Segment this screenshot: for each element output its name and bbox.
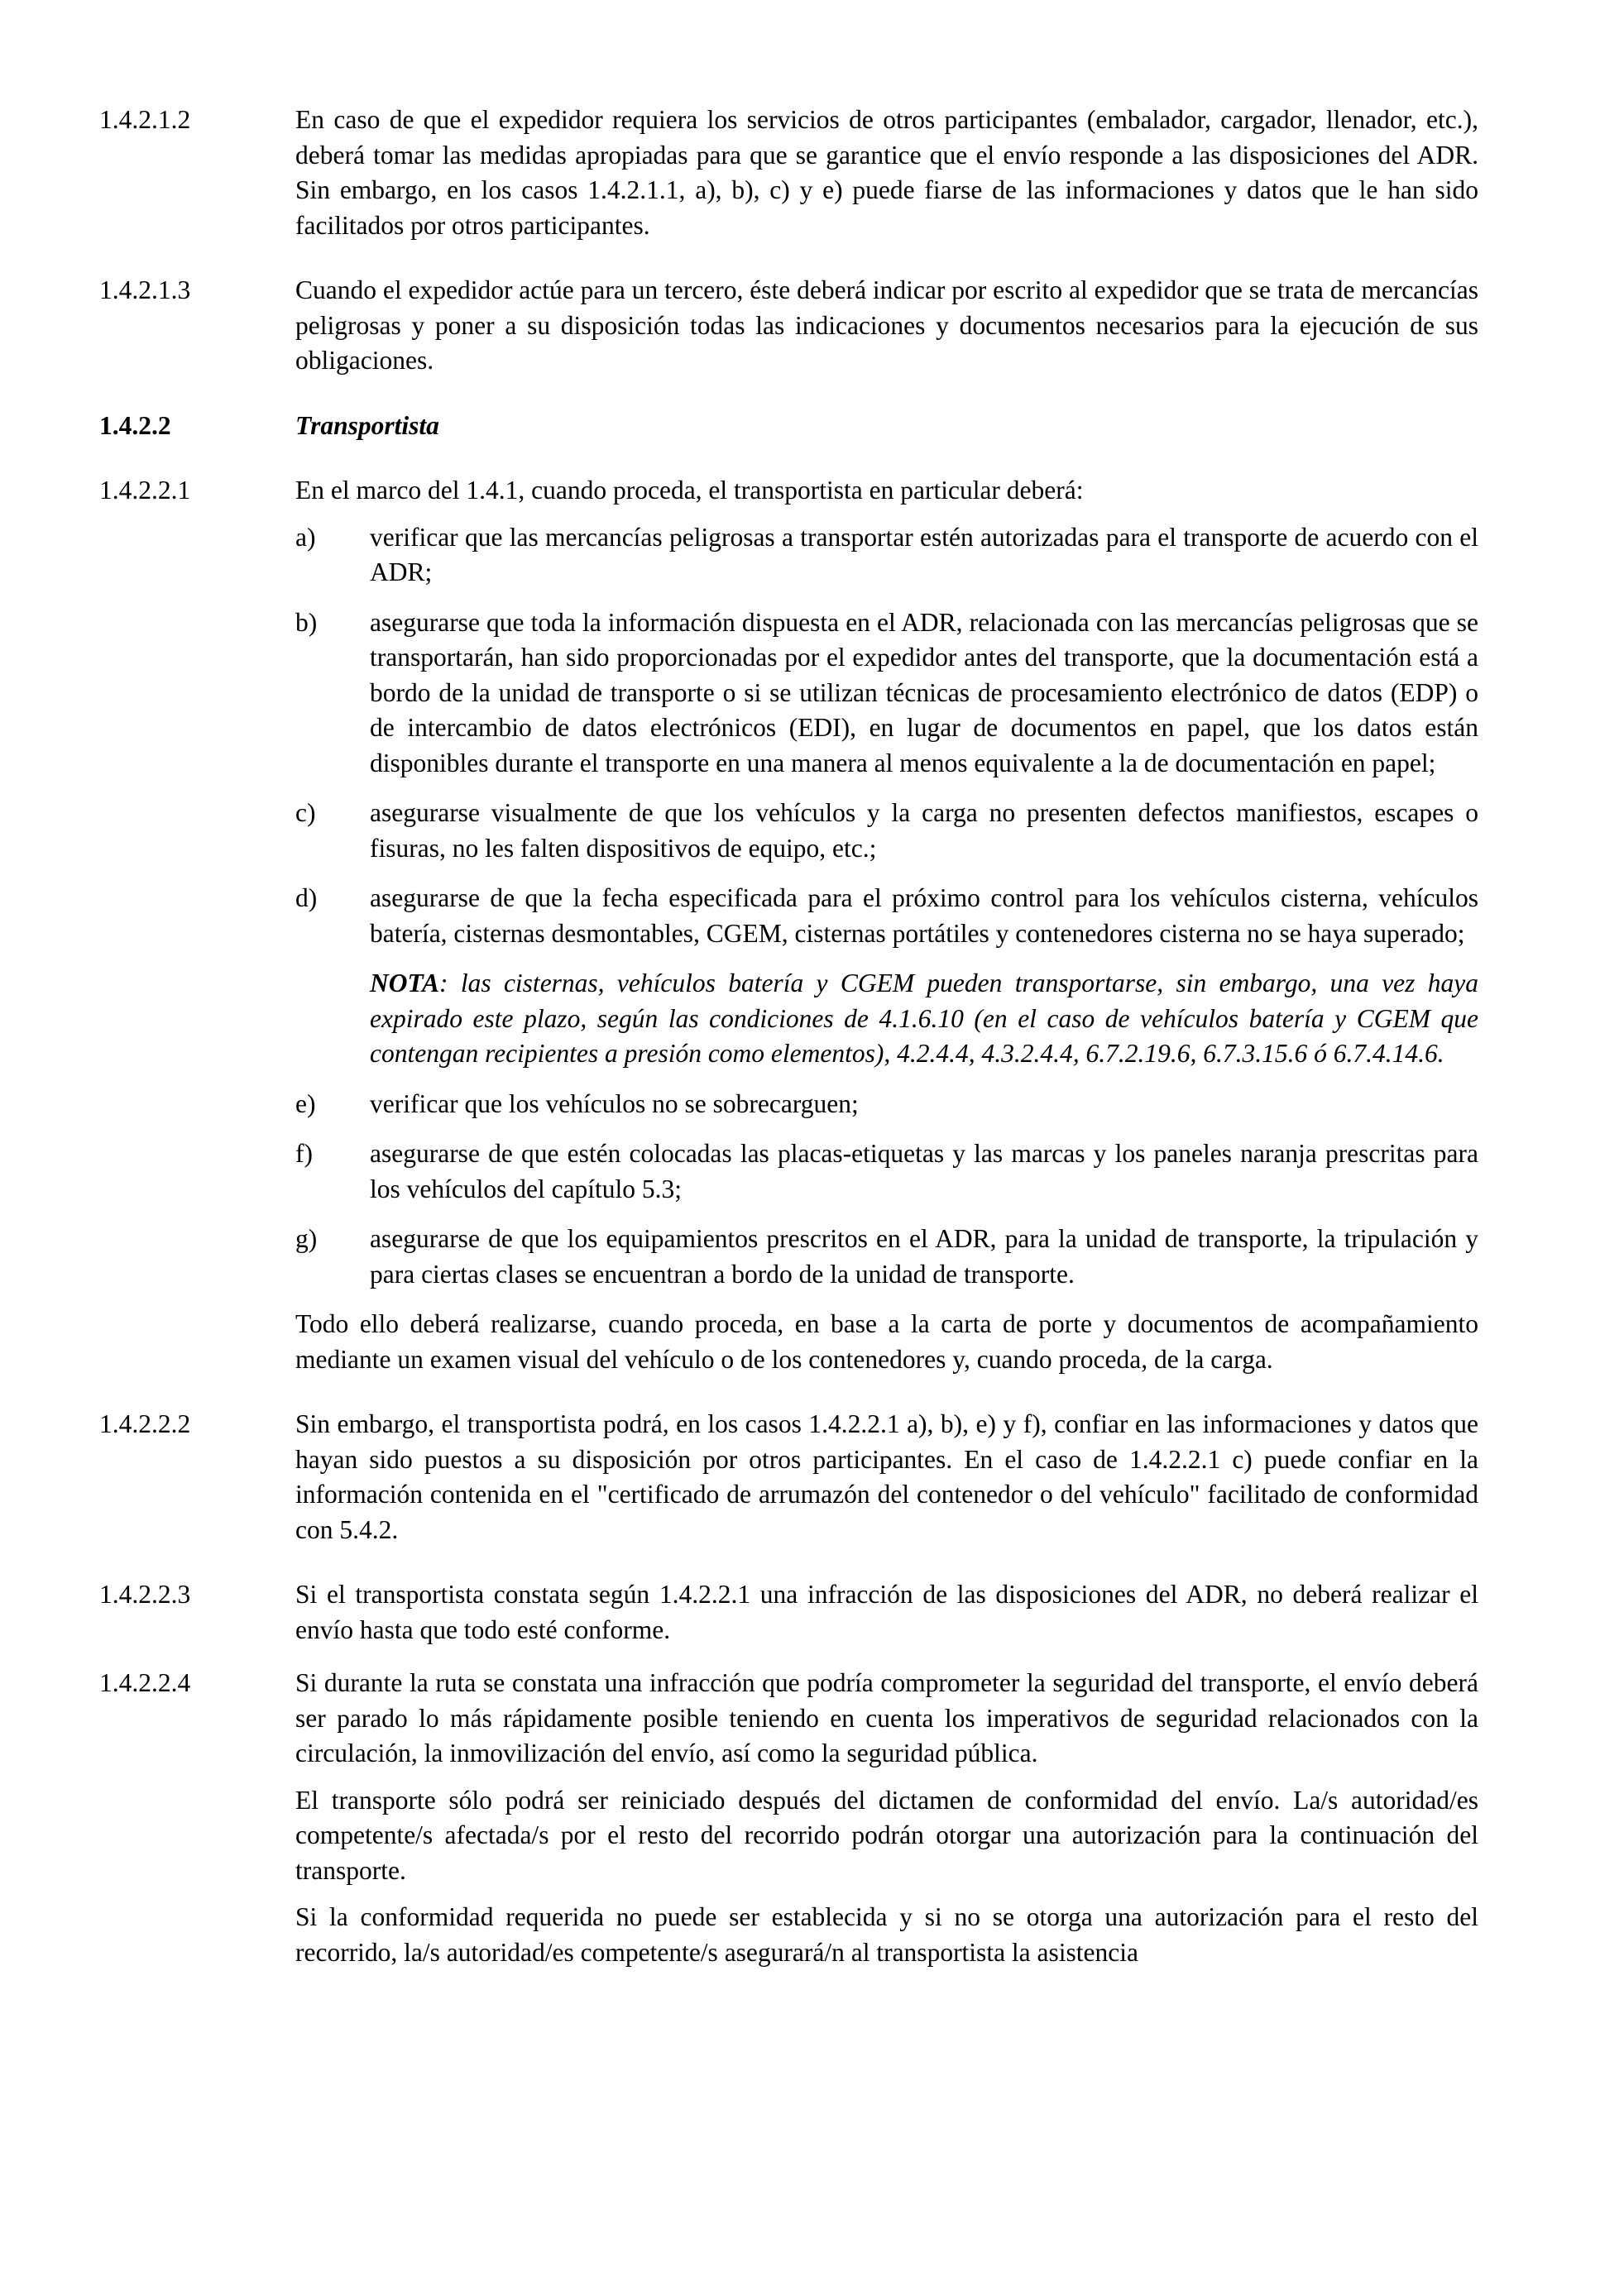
clause-paragraph-2: El transporte sólo podrá ser reiniciado después del dictamen de conformidad del envío. La/s autoridad/es competente/s afectada/s por el resto del recorrido podrán otorgar una autorización para la continuación del transporte. — [295, 1785, 1478, 1885]
list-item-g — [295, 1222, 1478, 1292]
clause-number: 1.4.2.2.4 — [99, 1668, 191, 1697]
clause-1-4-2-2-2 — [0, 1407, 1624, 1547]
clause-1-4-2-2-3 — [0, 1577, 1624, 1648]
clause-number: 1.4.2.2.2 — [99, 1409, 191, 1438]
list-item-f — [295, 1136, 1478, 1207]
list-text: asegurarse de que los equipamientos prescritos en el ADR, para la unidad de transporte, la tripulación y para ciertas clases se encuentran a bordo de la unidad de transporte. — [370, 1224, 1478, 1289]
list-item-b — [295, 605, 1478, 782]
section-number: 1.4.2.2 — [99, 410, 171, 440]
clause-number: 1.4.2.2.3 — [99, 1580, 191, 1609]
list-letter: b) — [295, 607, 318, 637]
obligations-list — [295, 520, 1478, 1293]
clause-closing: Todo ello deberá realizarse, cuando proceda, en base a la carta de porte y documentos de acompañamiento mediante un examen visual del vehículo o de los contenedores y, cuando proceda, de la carga. — [295, 1309, 1478, 1374]
clause-number: 1.4.2.1.2 — [99, 105, 191, 134]
note-text: : las cisternas, vehículos batería y CGEM pueden transportarse, sin embargo, una vez haya expirado este plazo, según las condiciones de 4.1.6.10 (en el caso de vehículos batería y CGEM que contengan recipientes a presión como elementos), 4.2.4.4, 4.3.2.4.4, 6.7.2.19.6, 6.7.3.15.6 ó 6.7.4.14.6. — [370, 969, 1478, 1068]
section-title: Transportista — [295, 410, 439, 440]
list-letter: g) — [295, 1224, 318, 1253]
clause-text: Cuando el expedidor actúe para un tercero, éste deberá indicar por escrito al expedidor que se trata de mercancías peligrosas y poner a su disposición todas las indicaciones y documentos necesarios para la ejecución de sus obligaciones. — [295, 275, 1478, 375]
clause-text: Si el transportista constata según 1.4.2.2.1 una infracción de las disposiciones del ADR, no deberá realizar el envío hasta que todo esté conforme. — [295, 1580, 1478, 1644]
clause-intro: En el marco del 1.4.1, cuando proceda, el transportista en particular deberá: — [295, 476, 1084, 505]
clause-1-4-2-1-2 — [0, 103, 1624, 243]
list-item-a — [295, 520, 1478, 591]
list-letter: d) — [295, 883, 318, 912]
note-label: NOTA — [370, 969, 440, 997]
clause-1-4-2-2-1 — [0, 473, 1624, 1377]
list-item-e — [295, 1087, 1478, 1122]
clause-text: Sin embargo, el transportista podrá, en los casos 1.4.2.2.1 a), b), e) y f), confiar en las informaciones y datos que hayan sido puestos a su disposición por otros participantes. En el caso de 1.4.2.2.1 c) puede confiar en la información contenida en el "certificado de arrumazón del contenedor o del vehículo" facilitado de conformidad con 5.4.2. — [295, 1409, 1478, 1544]
list-item-d — [295, 881, 1478, 951]
clause-number: 1.4.2.1.3 — [99, 275, 191, 304]
note-paragraph — [370, 966, 1478, 1072]
list-letter: a) — [295, 522, 316, 552]
clause-text: En caso de que el expedidor requiera los servicios de otros participantes (embalador, cargador, llenador, etc.), deberá tomar las medidas apropiadas para que se garantice que el envío responde a las disposiciones del ADR. Sin embargo, en los casos 1.4.2.1.1, a), b), c) y e) puede fiarse de las informaciones y datos que le han sido facilitados por otros participantes. — [295, 105, 1478, 240]
list-text: verificar que las mercancías peligrosas a transportar estén autorizadas para el transporte de acuerdo con el ADR; — [370, 522, 1478, 586]
list-text: asegurarse de que la fecha especificada para el próximo control para los vehículos cisterna, vehículos batería, cisternas desmontables, CGEM, cisternas portátiles y contenedores cisterna no se haya superado; — [370, 883, 1478, 948]
list-letter: f) — [295, 1139, 313, 1168]
list-letter: c) — [295, 798, 316, 827]
list-item-c — [295, 796, 1478, 866]
list-text: asegurarse que toda la información dispuesta en el ADR, relacionada con las mercancías peligrosas que se transportarán, han sido proporcionadas por el expedidor antes del transporte, que la documentación está a bordo de la unidad de transporte o si se utilizan técnicas de procesamiento electrónico de datos (EDP) o de intercambio de datos electrónicos (EDI), en lugar de documentos en papel, que los datos están disponibles durante el transporte en una manera al menos equivalente a la de documentación en papel; — [370, 607, 1478, 777]
clause-1-4-2-2-4 — [0, 1666, 1624, 1970]
section-heading-1-4-2-2 — [0, 409, 1624, 444]
list-text: verificar que los vehículos no se sobrecarguen; — [370, 1088, 859, 1118]
clause-paragraph-1: Si durante la ruta se constata una infracción que podría comprometer la seguridad del transporte, el envío deberá ser parado lo más rápidamente posible teniendo en cuenta los imperativos de seguridad relacionados con la circulación, la inmovilización del envío, así como la seguridad pública. — [295, 1668, 1478, 1767]
clause-1-4-2-1-3 — [0, 273, 1624, 379]
list-text: asegurarse de que estén colocadas las placas-etiquetas y las marcas y los paneles naranja prescritas para los vehículos del capítulo 5.3; — [370, 1139, 1478, 1203]
list-letter: e) — [295, 1088, 316, 1118]
clause-paragraph-3: Si la conformidad requerida no puede ser establecida y si no se otorga una autorización para el resto del recorrido, la/s autoridad/es competente/s asegurará/n al transportista la asistencia — [295, 1902, 1478, 1967]
clause-number: 1.4.2.2.1 — [99, 476, 191, 505]
list-text: asegurarse visualmente de que los vehículos y la carga no presenten defectos manifiestos, escapes o fisuras, no les falten dispositivos de equipo, etc.; — [370, 798, 1478, 863]
